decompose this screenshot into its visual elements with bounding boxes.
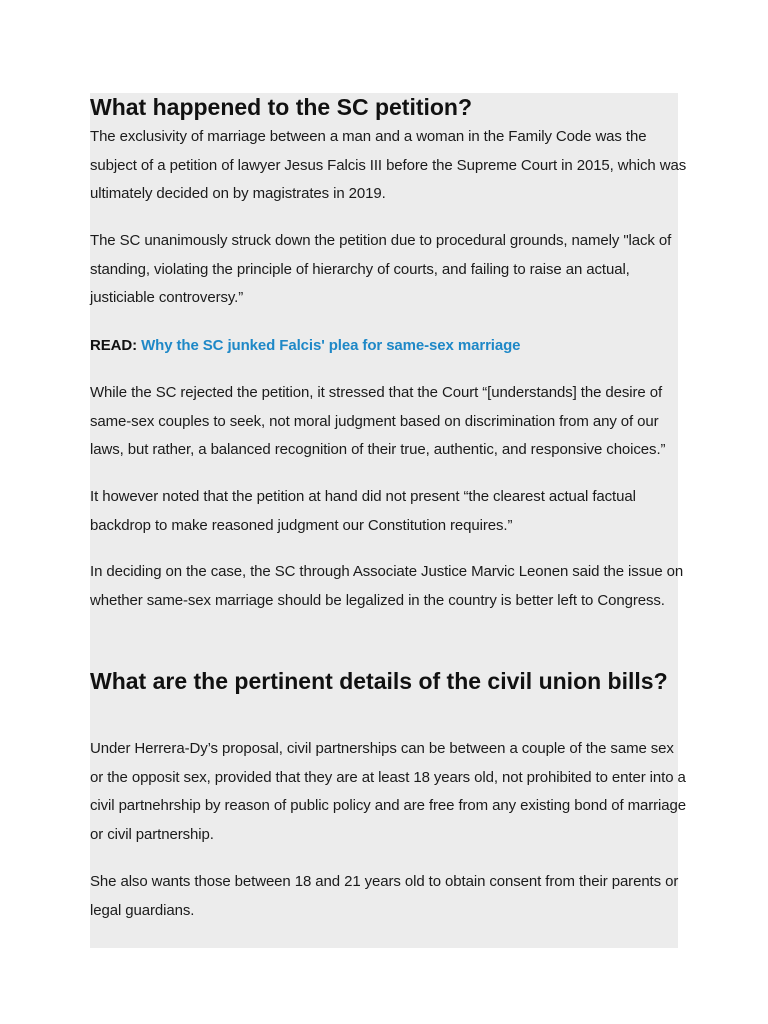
article-panel xyxy=(90,93,687,948)
paragraph-family-code: The exclusivity of marriage between a man and a woman in the Family Code was the subject of a petition of lawyer Jesus Falcis III before the Supreme Court in 2015, which was ultimately decided on by magistrates in 2019. xyxy=(90,128,687,203)
section-heading-sc-petition: What happened to the SC petition? xyxy=(90,94,473,120)
paragraph-leonen-congress: In deciding on the case, the SC through Associate Justice Marvic Leonen said the issue on whether same-sex marriage should be legalized in the country is better left to Congress. xyxy=(90,563,684,609)
paragraph-parental-consent: She also wants those between 18 and 21 years old to obtain consent from their parents or legal guardians. xyxy=(90,873,679,919)
paragraph-factual-backdrop: It however noted that the petition at hand did not present “the clearest actual factual backdrop to make reasoned judgment our Constitution requires.” xyxy=(90,488,636,534)
read-more-link[interactable]: Why the SC junked Falcis' plea for same-sex marriage xyxy=(141,337,521,354)
paragraph-herrera-dy-proposal: Under Herrera-Dy’s proposal, civil partnerships can be between a couple of the same sex or the opposit sex, provided that they are at least 18 years old, not prohibited to enter into a civil partnehrship by reason of public policy and are free from any existing bond of marriage or civil partnership. xyxy=(90,740,687,843)
paragraph-struck-down: The SC unanimously struck down the petition due to procedural grounds, namely "lack of standing, violating the principle of hierarchy of courts, and failing to raise an actual, justiciable controversy.” xyxy=(90,232,672,307)
read-label: READ: xyxy=(90,337,137,354)
paragraph-court-understands: While the SC rejected the petition, it stressed that the Court “[understands] the desire of same-sex couples to seek, not moral judgment based on discrimination from any of our laws, but rather, a balanced recognition of their true, authentic, and responsive choices.” xyxy=(90,384,666,459)
section-heading-civil-union-bills: What are the pertinent details of the civil union bills? xyxy=(90,668,668,694)
read-more-line xyxy=(90,332,690,361)
